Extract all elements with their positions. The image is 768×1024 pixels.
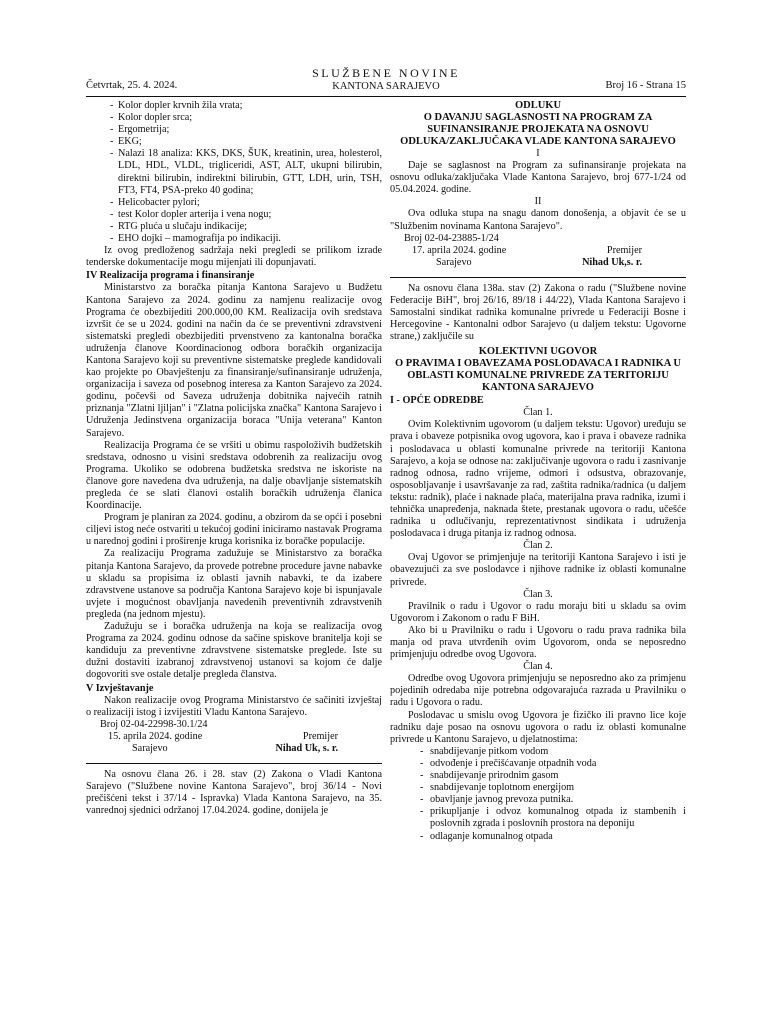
document-number: Broj 02-04-22998-30.1/24 — [100, 718, 208, 730]
list-item: - Kolor dopler krvnih žila vrata; — [110, 100, 243, 111]
agreement-title: KOLEKTIVNI UGOVOR — [478, 346, 598, 358]
paragraph: Realizacija Programa će se vršiti u obimu raspoloživih budžetskih sredstava, odnosno u visini sredstava odobrenih za realizaciju ovog Programa. Ukoliko se odobrena budžetska sredstva ne iskoriste na članove gore navedena dva udruženja, na dalje obavljanje sistematskih pregleda će se slati članovi ostalih boračkih udruženja članica Koordinacije. — [86, 439, 382, 512]
article-number: Član 4. — [523, 661, 553, 673]
list-item: - Kolor dopler srca; — [110, 112, 193, 124]
left-column — [86, 100, 382, 817]
list-item: - obavljanje javnog prevoza putnika. — [420, 794, 574, 806]
article-number: Član 3. — [523, 588, 553, 600]
journal-name: SLUŽBENE NOVINE — [312, 66, 460, 80]
list-item: - RTG pluća u slučaju indikacije; — [110, 220, 247, 232]
paragraph: Iz ovog predloženog sadržaja neki pregledi se prilikom izrade tenderske dokumentacije mogu mijenjati ili dopunjavati. — [86, 245, 382, 269]
article-number: Član 1. — [523, 407, 553, 419]
document-date: 15. aprila 2024. godine — [108, 730, 203, 742]
signature-block — [86, 719, 382, 757]
signatory-name: Nihad Uk,s. r. — [582, 256, 642, 268]
paragraph: Daje se saglasnost na Program za sufinansiranje projekata na osnovu odluka/zaključaka Vlade Kantona Sarajevo, broj 677-1/24 od 05.04.2024. godine. — [390, 160, 686, 196]
right-column — [390, 100, 686, 843]
section-heading: I - OPĆE ODREDBE — [390, 395, 484, 407]
paragraph: Ova odluka stupa na snagu danom donošenja, a objavit će se u "Službenim novinama Kantona Sarajevo". — [390, 208, 686, 232]
exam-list — [86, 100, 382, 245]
article-number: I — [536, 148, 540, 159]
paragraph: Ako bi u Pravilniku o radu i Ugovoru o radu prava radnika bila manja od prava utvrđenih ovim Ugovorom, onda se neposredno primjenjuju odredbe ovog Ugovora. — [390, 624, 686, 661]
list-item: - snabdijevanje prirodnim gasom — [420, 770, 559, 782]
divider — [86, 763, 382, 764]
paragraph: Ovim Kolektivnim ugovorom (u daljem tekstu: Ugovor) uređuju se prava i obaveze potpisnika ovog ugovora, kao i prava i obaveze radnika i poslodavaca u oblasti komunalne privrede na teritoriji Kantona Sarajevo, a koja se odnose na: zaključivanje ugovora o radu i zasnivanje radnog odnosa, radno vrijeme, odmori i odsustva, obrazovanje, osposobljavanje i usavršavanje za rad, zaštita radnika/radnica (u daljem tekstu: radnik), plaće i naknade plaća, materijalna prava radnika, izumi i tehnička unapređenja, naknada štete, prestanak ugovora o radu, učešće radnika u odlučivanju, reprezentativnost sindikata i udruženja poslodavaca i druga pitanja iz radnog odnosa. — [390, 419, 686, 540]
signatory-name: Nihad Uk, s. r. — [275, 742, 338, 754]
list-item: - Helicobacter pylori; — [110, 196, 200, 208]
list-item: - EKG; — [110, 136, 142, 148]
paragraph: Odredbe ovog Ugovora primjenjuju se neposredno ako za primjenu pojedinih odredaba nije potrebna odgovarajuća razrada u Pravilniku o radu i Ugovora o radu. — [390, 673, 686, 709]
list-item: - Ergometrija; — [110, 124, 170, 136]
divider — [390, 277, 686, 278]
list-item: - EHO dojki – mamografija po indikaciji. — [110, 233, 281, 245]
decision-subtitle: O DAVANJU SAGLASNOSTI NA PROGRAM ZA SUFINANSIRANJE PROJEKATA NA OSNOVU ODLUKA/ZAKLJUČAKA VLADE KANTONA SARAJEVO — [400, 112, 676, 147]
list-item: - odlaganje komunalnog otpada — [420, 830, 553, 842]
journal-title — [86, 66, 686, 92]
signatory-role: Premijer — [606, 244, 642, 256]
list-item: - odvođenje i prečišćavanje otpadnih voda — [420, 757, 597, 769]
list-item: - test Kolor dopler arterija i vena nogu; — [110, 208, 272, 220]
section-heading: V Izvještavanje — [86, 682, 154, 694]
issue-date: Četvrtak, 25. 4. 2024. — [86, 80, 178, 91]
document-date: 17. aprila 2024. godine — [412, 244, 507, 256]
paragraph: Nakon realizacije ovog Programa Ministarstvo će sačiniti izvještaj o realizaciji istog i izvijestiti Vladu Kantona Sarajevo. — [86, 694, 382, 718]
paragraph: Ovaj Ugovor se primjenjuje na teritoriji Kantona Sarajevo i isti je obavezujući za sve poslodavce i njihove radnike iz oblasti komunalne privrede. — [390, 552, 686, 588]
journal-canton: KANTONA SARAJEVO — [332, 81, 440, 92]
signatory-role: Premijer — [302, 730, 338, 742]
paragraph: Na osnovu člana 138a. stav (2) Zakona o radu ("Službene novine Federacije BiH", broj 26/16, 89/18 i 44/22), Vlada Kantona Sarajevo i Samostalni sindikat radnika komunalne privrede u Federaciji Bosne i Hercegovine - Kantonalni odbor Sarajevo (u daljem tekstu: Ugovorne strane,) zaključile su — [390, 282, 686, 343]
list-item: - snabdijevanje pitkom vodom — [420, 745, 549, 757]
signature-block — [390, 233, 686, 271]
list-item: - snabdijevanje toplotnom energijom — [420, 782, 575, 794]
section-heading: IV Realizacija programa i finansiranje — [86, 270, 255, 282]
paragraph: Zadužuju se i boračka udruženja na koja se realizacija ovog Programa za 2024. godinu odnose da sačine spiskove branitelja koji se kandiduju za preventivne zdravstvene sistematske preglede. Iste su dužni dostaviti izabranoj zdravstvenoj ustanovi sa kojom će dalje dogovoriti sve ostale detalje pregleda članstva. — [86, 621, 382, 681]
document-number: Broj 02-04-23885-1/24 — [404, 232, 499, 244]
agreement-subtitle: O PRAVIMA I OBAVEZAMA POSLODAVACA I RADNIKA U OBLASTI KOMUNALNE PRIVREDE ZA TERITORIJU KANTONA SARAJEVO — [395, 358, 681, 394]
paragraph: Pravilnik o radu i Ugovor o radu moraju biti u skladu sa ovim Ugovorom i Zakonom o radu F BiH. — [390, 600, 686, 624]
document-place: Sarajevo — [132, 742, 168, 754]
article-number: Član 2. — [523, 540, 553, 552]
list-item: - Nalazi 18 analiza: KKS, DKS, ŠUK, kreatinin, urea, holesterol, LDL, HDL, VLDL, trigliceridi, AST, ALT, ukupni bilirubin, direktni bilirubin, indirektni bilirubin, GTT, LDH, urin, TSH, FT3, FT4, PSA-preko 40 godina; — [110, 148, 382, 196]
decision-title: ODLUKU — [514, 100, 562, 111]
activity-list — [390, 746, 686, 843]
page-header — [86, 62, 686, 96]
list-item: - prikupljanje i odvoz komunalnog otpada iz stambenih i poslovnih zgrada i poslovnih prostora na deponiju — [420, 806, 686, 830]
paragraph: Ministarstvo za boračka pitanja Kantona Sarajevo u Budžetu Kantona Sarajevo za 2024. godinu za namjenu realizacije ovog Programa će obezbijediti 200.000,00 KM. Realizacija ovih sredstava izvršit će se u 2024. godini na način da će se preventivni zdravstveni sistematski pregledi obezbijediti prvenstveno za kantonalna boračka udruženja članove Koordinacionog odbora boračkih organizacija Kantona Sarajevo koji su preventivne sistematske preglede kandidovali kao projekte po Obavještenju za finansiranje/sufinansiranje udruženja, organizacija i saveza od posebnog interesa za Kanton Sarajevo za 2024. godinu, počevši od Saveza udruženja dobitnika najvećih ratnih priznanja "Zlatni ljiljan" i "Zlatna policijska značka" Kantona Sarajevo i Udruženja Jedinstvena organizacija boraca "Unija veterana" Kanton Sarajevo. — [86, 282, 382, 439]
article-number: II — [534, 196, 542, 208]
paragraph: Za realizaciju Programa zadužuje se Ministarstvo za boračka pitanja Kantona Sarajevo, da provede potrebne procedure javne nabavke u skladu sa propisima iz oblasti javnih nabavki, te da izabere zdravstvene ustanove sa područja Kantona Sarajevo koje bi ispunjavale uvjete i mogućnost obavljanja navedenih preventivnih zdravstvenih pregleda (na jednom mjestu). — [86, 548, 382, 620]
issue-page: Broj 16 - Strana 15 — [605, 80, 686, 91]
header-rule — [86, 96, 686, 97]
document-place: Sarajevo — [436, 256, 472, 268]
paragraph: Poslodavac u smislu ovog Ugovora je fizičko ili pravno lice koje radniku daje posao na osnovu ugovora o radu iz oblasti komunalne privrede u Kantonu Sarajevo, u djelatnostima: — [390, 709, 686, 745]
paragraph: Na osnovu člana 26. i 28. stav (2) Zakona o Vladi Kantona Sarajevo ("Službene novine Kantona Sarajevo", broj 36/14 - Novi prečišćeni tekst i 37/14 - Ispravka) Vlada Kantona Sarajevo, na 35. vanrednoj sjednici održanoj 17.04.2024. godine, donijela je — [86, 768, 382, 817]
paragraph: Program je planiran za 2024. godinu, a obzirom da se opći i posebni ciljevi istog neće ostvariti u tekućoj godini iniciramo nastavak Programa u narednoj godini i proširenje kruga korisnika iz boračke populacije. — [86, 512, 382, 548]
